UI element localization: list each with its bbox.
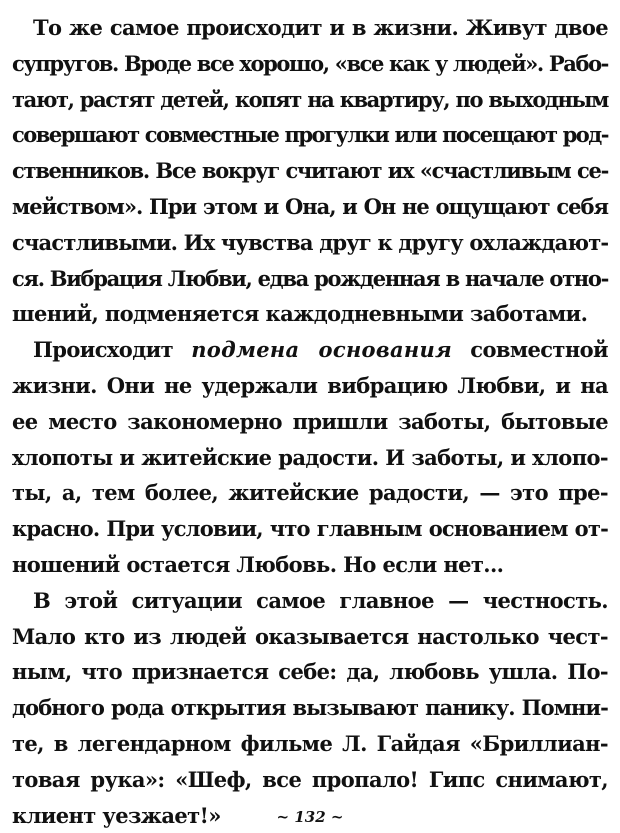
text-line: шений, подменяется каждодневными заботами. <box>12 301 588 327</box>
text-line-with-emphasis <box>12 332 608 368</box>
text-line: Мало кто из людей оказывается настолько чест- <box>12 623 608 649</box>
text-line: жизни. Они не удержали вибрацию Любви, и на <box>12 372 608 398</box>
text-segment: совместной <box>452 337 608 363</box>
text-line: супругов. Вроде все хорошо, «все как у людей». Рабо- <box>12 50 608 76</box>
text-line: клиент уезжает!» <box>12 802 221 828</box>
paragraph-3 <box>12 583 608 833</box>
text-segment: Происходит <box>33 337 192 363</box>
text-line: ее место закономерно пришли заботы, бытовые <box>12 408 608 434</box>
paragraph-2 <box>12 332 608 583</box>
text-line: хлопоты и житейские радости. И заботы, и хлопо- <box>12 444 608 470</box>
text-line: В этой ситуации самое главное — честность. <box>33 587 608 613</box>
text-line: ся. Вибрация Любви, едва рожденная в начале отно- <box>12 265 608 291</box>
page-body <box>12 10 608 833</box>
text-line: ным, что признается себе: да, любовь ушла. По- <box>12 659 608 685</box>
text-line: совершают совместные прогулки или посещают род- <box>12 122 608 148</box>
text-line: То же самое происходит и в жизни. Живут двое <box>33 15 608 40</box>
page-number: ~ 132 ~ <box>276 808 344 826</box>
text-line: счастливыми. Их чувства друг к другу охлаждают- <box>12 229 609 255</box>
text-line: товая рука»: «Шеф, все пропало! Гипс снимают, <box>12 766 608 792</box>
text-line: добного рода открытия вызывают панику. Помни- <box>12 695 608 721</box>
text-line: те, в легендарном фильме Л. Гайдая «Бриллиан- <box>12 730 608 756</box>
text-line: красно. При условии, что главным основанием от- <box>12 516 608 542</box>
text-line: ношений остается Любовь. Но если нет... <box>12 551 504 577</box>
text-line: тают, растят детей, копят на квартиру, по выходным <box>12 86 608 112</box>
paragraph-1 <box>12 10 608 332</box>
emphasized-phrase: подмена основания <box>191 337 453 363</box>
text-line: ты, а, тем более, житейские радости, — это пре- <box>12 480 608 506</box>
text-line: ственников. Все вокруг считают их «счастливым се- <box>12 158 608 184</box>
text-line: мейством». При этом и Она, и Он не ощущают себя <box>12 193 608 219</box>
